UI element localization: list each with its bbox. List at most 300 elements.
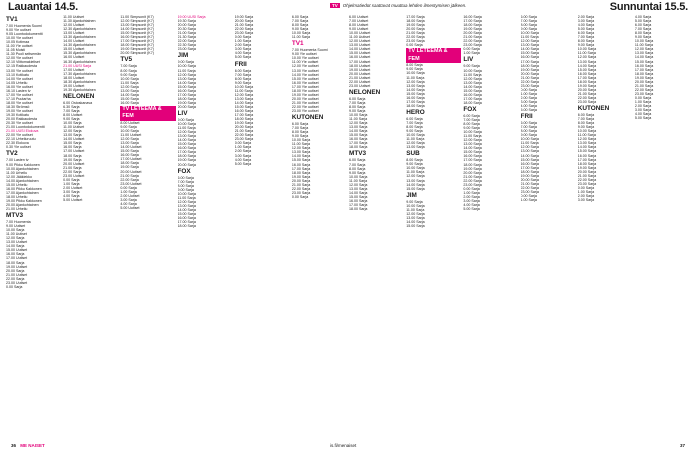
program-listing: 22.00 Sarja: [520, 79, 539, 84]
program-listing: 12.00 Sarja: [463, 138, 482, 143]
program-listing: 21.00 Sarja: [520, 75, 539, 80]
program-listing: 15.00 Sarja: [634, 59, 654, 64]
program-listing: 17.00 Sarja: [177, 220, 196, 225]
program-listing: 9.00 Sarja: [463, 64, 480, 69]
program-listing: 9.00 Sarja: [63, 117, 80, 122]
program-listing: 14.00 Uutiset: [120, 145, 142, 150]
program-listing: 9.00 Sarja: [463, 126, 480, 131]
program-listing: 10.00 Sarja: [406, 133, 425, 138]
program-listing: 18.00 Sarja: [349, 207, 368, 212]
program-listing: 19.00 Simpsonit (K7): [120, 47, 154, 52]
highlighted-program: 19.00 UUSI Sarja: [177, 15, 206, 19]
program-listing: 13.00 Uutiset: [63, 31, 85, 36]
program-listing: 23.00 Sarja: [577, 99, 597, 104]
program-listing: 11.00 Sarja: [406, 170, 425, 175]
program-listing: 12.00 Sarja: [406, 141, 425, 146]
program-listing: 20.00 Sarja: [406, 27, 425, 32]
channel-heading: TV5: [120, 56, 133, 64]
program-listing: 10.00 Sarja: [520, 137, 539, 142]
program-listing: 22.00 Sarja: [177, 39, 196, 44]
program-listing: 11.30 Ajankohtainen: [63, 19, 96, 24]
program-listing: 19.00 Sarja: [234, 121, 254, 126]
listing-column: [292, 15, 347, 441]
program-listing: 15.00 Sarja: [349, 133, 368, 138]
program-listing: 3.00 Sarja: [577, 19, 595, 24]
program-listing: 9.00 Sarja: [634, 35, 652, 40]
program-listing: 10.00 Sarja: [349, 113, 368, 118]
program-listing: 21.00 Luontodokumentti: [6, 125, 45, 130]
program-listing: 22.00 Yle uutiset: [291, 104, 319, 109]
program-listing: 18.00 Uutiset: [349, 63, 371, 68]
program-listing: 0.00 Sarja: [406, 43, 423, 48]
program-listing: 13.30 Ajankohtainen: [63, 35, 96, 40]
program-listing: 17.30 Ajankohtainen: [63, 71, 96, 76]
program-listing: 16.00 Sarja: [349, 137, 368, 142]
program-listing: 7.00 Sarja: [234, 72, 252, 77]
program-listing: 20.00 Rakkaudesta: [6, 117, 37, 122]
program-listing: 12.00 Yle uutiset: [291, 64, 319, 69]
program-listing: 22.00 Sarja: [463, 178, 482, 183]
disclaimer-text: Ohjelmatiedot saattavat muuttua lehden ilmestymisen jälkeen.: [342, 3, 467, 8]
program-listing: 23.00 Sarja: [520, 83, 539, 88]
program-listing: 21.00 Sarja: [463, 174, 482, 179]
program-listing: 9.00 Sarja: [291, 27, 309, 32]
listing-column: [235, 15, 290, 441]
program-listing: 15.00 Sarja: [520, 157, 539, 162]
program-listing: 11.00 Sarja: [577, 51, 596, 56]
program-listing: 14.00 Yle uutiset: [291, 72, 319, 77]
listing-column: [463, 15, 518, 441]
channel-heading: MTV3: [349, 150, 367, 158]
program-listing: 10.00 Sarja: [463, 130, 482, 135]
program-listing: 1.00 Sarja: [120, 189, 137, 194]
program-listing: 12.00 Simpsonit (K7): [120, 19, 154, 24]
program-listing: 0.00 Sarja: [520, 193, 537, 198]
listing-column: [349, 15, 404, 441]
program-listing: 19.00 Uutiset: [349, 67, 371, 72]
program-listing: 7.00 Sarja: [463, 117, 480, 122]
program-listing: 22.00 Sarja: [291, 186, 311, 191]
program-listing: 23.00 Uutiset: [120, 181, 142, 186]
program-listing: 0.00 Sarja: [6, 284, 23, 289]
program-listing: 8.00 Sarja: [349, 166, 366, 171]
program-listing: 17.00 Sarja: [520, 59, 539, 64]
program-listing: 1.00 Sarja: [634, 99, 652, 104]
program-listing: 2.00 Sarja: [234, 149, 252, 154]
program-listing: 9.00 Sarja: [177, 60, 194, 65]
program-listing: 8.00 Sarja: [406, 158, 423, 163]
program-listing: 11.00 Simpsonit (K7): [120, 15, 154, 19]
program-listing: 9.00 Sarja: [520, 27, 537, 32]
program-listing: 7.00 Sarja: [634, 27, 652, 32]
program-listing: 20.00 Uutiset: [120, 169, 142, 174]
program-listing: 23.00 Sarja: [634, 91, 654, 96]
program-listing: 16.00 Uutiset: [63, 55, 85, 60]
program-listing: 23.00 Yle uutiset: [291, 108, 319, 113]
listing-column: [578, 15, 633, 441]
program-listing: 20.00 Sarja: [577, 169, 597, 174]
program-listing: 2.00 Sarja: [634, 104, 652, 109]
program-listing: 17.00 Sarja: [177, 92, 196, 97]
program-listing: 21.00 Sarja: [177, 31, 196, 36]
program-listing: 16.00 Sarja: [634, 63, 654, 68]
program-listing: 11.00 Urheilu: [6, 170, 28, 175]
program-listing: 14.00 Sarja: [6, 244, 25, 249]
program-listing: 12.00 Sarja: [6, 236, 25, 241]
publication-name: ME NAISET: [20, 443, 45, 448]
listing-column: [120, 15, 175, 441]
program-listing: 17.00 Simpsonit (K7): [120, 39, 154, 44]
program-listing: 11.00 Sarja: [291, 142, 310, 147]
program-listing: 7.00 Sarja: [291, 126, 309, 131]
program-listing: 11.00 Sarja: [349, 117, 368, 122]
program-listing: 12.00 Sarja: [634, 47, 654, 52]
program-listing: 6.00 Sarja: [406, 116, 423, 121]
program-listing: 11.00 Yle uutiset: [291, 60, 319, 65]
program-listing: 5.00 Sarja: [577, 27, 595, 32]
program-listing: 9.00 Sarja: [349, 108, 366, 113]
program-listing: 8.00 Sarja: [177, 183, 194, 188]
program-listing: 18.00 Yle uutiset: [291, 88, 319, 93]
program-listing: 3.00 Sarja: [520, 99, 537, 104]
program-listing: 12.00 Yle uutiset: [6, 56, 33, 61]
program-listing: 0.00 Sarja: [234, 141, 252, 146]
program-listing: 13.00 Sarja: [406, 215, 425, 220]
channel-heading: TV LETEEMA & FEM: [406, 48, 461, 63]
program-listing: 23.00 Sarja: [177, 47, 196, 52]
program-listing: 20.00 Uutiset: [63, 161, 85, 166]
program-listing: 19.00 Sarja: [177, 158, 196, 163]
program-listing: 15.00 Sarja: [177, 84, 196, 89]
program-listing: 9.00 Uutiset: [6, 224, 26, 229]
program-listing: 9.00 Sarja: [120, 72, 137, 77]
program-listing: 15.00 Uutiset: [349, 51, 371, 56]
page-footer: [0, 442, 696, 450]
program-listing: 21.00 Sarja: [234, 129, 254, 134]
left-page-number: 36: [11, 443, 17, 448]
program-listing: 18.00 Urheilu: [6, 194, 28, 199]
program-listing: 16.00 Sarja: [177, 146, 196, 151]
program-listing: 13.00 Sarja: [234, 96, 254, 101]
channel-heading: MTV3: [6, 212, 24, 220]
listing-column: [406, 15, 461, 441]
program-listing: 10.00 Sarja: [177, 64, 196, 69]
program-listing: 10.00 Sarja: [291, 138, 311, 143]
program-listing: 13.00 Sarja: [406, 83, 425, 88]
program-listing: 20.00 Sarja: [520, 177, 539, 182]
website-url: is.fi/menaiset: [330, 443, 357, 448]
program-listing: 10.05 Kotimaa: [6, 40, 30, 45]
program-listing: 19.00 Sarja: [520, 67, 539, 72]
program-listing: 14.00 Simpsonit (K7): [120, 27, 154, 32]
channel-heading: HERO: [406, 108, 425, 116]
tv-badge: TV: [332, 3, 338, 8]
program-listing: 12.00 Sarja: [520, 145, 539, 150]
program-listing: 11.00 Sarja: [634, 43, 654, 48]
program-listing: 1.00 Sarja: [520, 91, 537, 96]
program-listing: 18.30 Strömsö: [6, 104, 30, 109]
program-listing: 14.00 Sarja: [291, 154, 311, 159]
right-day-title: Sunnuntai 15.5.: [609, 1, 688, 13]
program-listing: 7.00 Sarja: [406, 120, 423, 125]
program-listing: 15.00 Sarja: [406, 186, 425, 191]
channel-heading: JIM: [406, 191, 417, 199]
program-listing: 16.00 Uutiset: [349, 55, 371, 60]
program-listing: 15.00 Sarja: [577, 149, 597, 154]
program-listing: 15.00 Sarja: [120, 96, 139, 101]
program-listing: 15.00 Sarja: [463, 150, 482, 155]
highlighted-program: 21.00 UUSI Elokuva: [6, 129, 39, 134]
program-listing: 4.00 Sarja: [120, 201, 137, 206]
program-listing: 20.00 Sarja: [234, 125, 254, 130]
program-listing: 21.00 Urheilu: [6, 207, 28, 212]
program-listing: 20.00 Sarja: [6, 268, 25, 273]
program-listing: 16.00 Simpsonit (K7): [120, 35, 154, 40]
program-listing: 20.00 Sarja: [463, 170, 482, 175]
program-listing: 11.00 Sarja: [120, 80, 139, 85]
program-listing: 9.00 Sarja: [406, 67, 423, 72]
program-listing: 9.00 Sarja: [291, 134, 309, 139]
program-listing: 21.00 Sarja: [63, 165, 82, 170]
program-listing: 16.00 Pikku Kakkonen: [6, 186, 42, 191]
program-listing: 4.00 Sarja: [634, 112, 652, 117]
program-listing: 19.30 Kotikatu: [6, 113, 29, 118]
program-listing: 5.00 Sarja: [634, 19, 652, 24]
program-listing: 4.00 Sarja: [463, 202, 480, 207]
program-listing: 13.00 Sarja: [406, 178, 425, 183]
program-listing: 2.00 Sarja: [577, 193, 595, 198]
program-listing: 21.00 Uutiset: [6, 272, 28, 277]
program-listing: 9.00 Uutiset: [349, 27, 369, 32]
program-listing: 7.00 Sarja: [349, 100, 366, 105]
program-listing: 5.00 Uutiset: [120, 205, 140, 210]
program-listing: 10.00 Sarja: [63, 121, 82, 126]
program-listing: 9.00 Sarja: [120, 124, 137, 129]
program-listing: 5.00 Sarja: [634, 116, 652, 121]
program-listing: 22.00 Sarja: [577, 95, 597, 100]
program-listing: 16.00 Sarja: [349, 198, 368, 203]
program-listing: 9.00 Pikku Kakkonen: [6, 162, 40, 167]
program-listing: 15.00 Yle uutiset: [291, 76, 319, 81]
program-listing: 17.00 Sarja: [577, 157, 597, 162]
program-listing: 16.00 Sarja: [120, 153, 139, 158]
program-listing: 22.00 Sarja: [520, 185, 539, 190]
program-listing: 16.30 Ajankohtainen: [63, 59, 96, 64]
program-listing: 12.00 Sarja: [406, 79, 425, 84]
program-listing: 13.00 Sarja: [349, 125, 368, 130]
program-listing: 18.00 Sarja: [291, 170, 311, 175]
program-listing: 21.00 Sarja: [463, 35, 482, 40]
program-listing: 7.00 Sarja: [349, 162, 366, 167]
program-listing: 19.00 Sarja: [177, 100, 196, 105]
program-listing: 0.00 Sarja: [463, 186, 480, 191]
program-listing: 11.00 Uutiset: [63, 15, 85, 19]
program-listing: 11.00 Uutiset: [63, 125, 85, 130]
program-listing: 20.00 Yle uutiset: [291, 96, 319, 101]
program-listing: 19.00 Uutiset: [6, 264, 28, 269]
program-listing: 18.00 Sarja: [177, 224, 196, 229]
program-listing: 14.00 Uutiset: [349, 47, 371, 52]
program-listing: 8.00 Sarja: [291, 23, 309, 28]
program-listing: 11.00 Sarja: [406, 137, 425, 142]
program-listing: 6.00 Sarja: [349, 158, 366, 163]
program-listing: 9.00 Sarja: [520, 133, 537, 138]
program-listing: 12.00 Sarja: [406, 174, 425, 179]
program-listing: 9.00 Sarja: [349, 170, 366, 175]
program-listing: 10.00 Sarja: [406, 71, 425, 76]
program-listing: 10.00 Sarja: [177, 191, 196, 196]
channel-heading: TV2: [6, 150, 18, 158]
program-listing: 22.00 Sarja: [63, 169, 82, 174]
program-listing: 11.00 Sarja: [349, 178, 368, 183]
program-listing: 19.00 Sarja: [463, 166, 482, 171]
program-listing: 22.00 Uutiset: [349, 79, 371, 84]
program-listing: 10.00 Sarja: [463, 68, 482, 73]
program-listing: 7.00 Uutiset: [349, 19, 369, 24]
program-listing: 22.00 Sarja: [234, 133, 254, 138]
program-listing: 8.00 Uutiset: [349, 23, 369, 28]
program-listing: 6.00 Sarja: [291, 122, 309, 127]
program-listing: 22.00 Sarja: [406, 35, 425, 40]
program-listing: 10.00 Sarja: [234, 84, 254, 89]
program-listing: 22.00 Sarja: [6, 276, 25, 281]
channel-heading: FOX: [463, 105, 477, 113]
program-listing: 16.00 Sarja: [463, 154, 482, 159]
program-listing: 16.00 Sarja: [291, 162, 311, 167]
footer-right: [677, 443, 688, 448]
program-listing: 11.05 Muisti: [6, 48, 26, 53]
program-listing: 18.00 Sarja: [177, 96, 196, 101]
program-listing: 12.00 Sarja: [463, 76, 482, 81]
program-listing: 0.00 Sarja: [634, 95, 652, 100]
program-listing: 10.00 Sarja: [120, 76, 139, 81]
program-listing: 17.00 Sarja: [177, 150, 196, 155]
program-listing: 20.00 Sarja: [577, 87, 597, 92]
program-listing: 11.00 Sarja: [520, 35, 539, 40]
program-listing: 16.00 Sarja: [406, 95, 425, 100]
program-listing: 9.05 Luontodokumentti: [6, 32, 43, 37]
program-listing: 8.00 Sarja: [406, 63, 423, 68]
program-listing: 16.00 Sarja: [577, 153, 597, 158]
program-listing: 8.00 Sarja: [120, 68, 137, 73]
program-listing: 2.00 Sarja: [234, 43, 252, 48]
program-listing: 19.00 Sarja: [577, 165, 597, 170]
program-listing: 19.00 Sarja: [234, 15, 254, 19]
program-listing: 5.00 Sarja: [234, 161, 252, 166]
program-listing: 4.00 Sarja: [63, 193, 80, 198]
highlighted-program: 21.00 UUSI Sarja: [63, 63, 92, 68]
program-listing: 7.00 Sarja: [63, 108, 80, 113]
program-listing: 16.00 Sarja: [577, 71, 597, 76]
program-listing: 15.00 Sarja: [520, 51, 539, 56]
program-listing: 17.00 Uutiset: [120, 157, 142, 162]
program-listing: 13.00 Yle uutiset: [291, 68, 319, 73]
program-listing: 19.00 Yle uutiset: [6, 108, 33, 113]
program-listing: 12.00 Sarja: [234, 92, 254, 97]
program-listing: 20.00 Sarja: [463, 31, 482, 36]
program-listing: 6.00 Sarja: [520, 121, 537, 126]
program-listing: 7.00 Huomenta Suomi: [6, 24, 42, 28]
program-listing: 20.30 Yle uutiset: [6, 121, 33, 126]
program-listing: 14.00 Uutiset: [63, 39, 85, 44]
program-listing: 12.00 Sarja: [120, 137, 139, 142]
program-listing: 8.00 Sarja: [234, 76, 252, 81]
program-listing: 19.00 Sarja: [634, 75, 654, 80]
program-listing: 14.00 Ajankohtainen: [6, 178, 39, 183]
program-listing: 15.00 Sarja: [406, 223, 425, 228]
program-listing: 14.00 Sarja: [349, 129, 368, 134]
program-listing: 4.00 Sarja: [234, 157, 252, 162]
footer-left: [8, 443, 45, 448]
program-listing: 18.00 Sarja: [577, 161, 597, 166]
program-listing: 18.00 Simpsonit (K7): [120, 43, 154, 48]
channel-heading: KUTONEN: [577, 105, 610, 113]
program-listing: 9.00 Sarja: [234, 80, 252, 85]
program-listing: 14.00 Sarja: [577, 145, 597, 150]
program-listing: 18.00 Sarja: [577, 79, 597, 84]
program-listing: 20.00 Simpsonit (K7): [120, 51, 154, 56]
program-listing: 4.00 Sarja: [520, 104, 537, 109]
left-day-title: Lauantai 14.5.: [8, 1, 78, 13]
program-listing: 7.00 Sarja: [177, 179, 194, 184]
program-listing: 10.00 Sarja: [406, 166, 425, 171]
program-listing: 12.10 Viittomakieliset: [6, 60, 40, 65]
program-listing: 13.00 Sarja: [577, 141, 597, 146]
program-listing: 7.00 Huomenta: [6, 220, 31, 225]
program-listing: 0.30 Yle uutiset: [6, 145, 31, 150]
program-listing: 23.00 Sarja: [406, 39, 425, 44]
program-listing: 21.00 Yle uutiset: [291, 100, 319, 105]
program-listing: 18.00 Sarja: [349, 145, 368, 150]
program-listing: 20.00 Sarja: [234, 19, 254, 24]
program-listing: 16.10 Lasten tv: [6, 88, 31, 93]
program-listing: 17.00 Sarja: [520, 165, 539, 170]
program-listing: 2.00 Sarja: [577, 15, 595, 19]
program-listing: 17.10 Puutarha: [6, 96, 31, 101]
program-listing: 17.00 Sarja: [577, 75, 597, 80]
program-listing: 18.30 Ajankohtainen: [63, 79, 96, 84]
program-listing: 4.00 Sarja: [577, 23, 595, 28]
program-listing: 10.00 Sarja: [577, 47, 597, 52]
program-listing: 19.00 Yle uutiset: [291, 92, 319, 97]
program-listing: 12.00 Sarja: [63, 129, 82, 134]
program-listing: 10.00 Sarja: [177, 122, 196, 127]
listings-columns: [6, 15, 690, 441]
program-listing: 5.00 Sarja: [463, 207, 480, 212]
program-listing: 12.00 Uutiset: [63, 23, 85, 28]
program-listing: 22.00 Sarja: [463, 39, 482, 44]
channel-heading: LIV: [177, 109, 188, 117]
program-listing: 12.00 Sarja: [577, 137, 597, 142]
program-listing: 13.00 Sarja: [577, 59, 597, 64]
program-listing: 17.00 Sarja: [406, 15, 425, 19]
program-listing: 8.00 Sarja: [463, 122, 480, 127]
page-header: [0, 0, 696, 14]
program-listing: 6.00 Sarja: [177, 175, 194, 180]
program-listing: 21.00 Sarja: [120, 173, 139, 178]
listing-column: [521, 15, 576, 441]
program-listing: 2.00 Sarja: [463, 194, 480, 199]
program-listing: 10.00 Yle uutiset: [6, 36, 33, 41]
program-listing: 22.00 Sarja: [120, 177, 139, 182]
program-listing: 10.00 Sarja: [291, 31, 311, 36]
program-listing: 14.00 Sarja: [463, 146, 482, 151]
program-listing: 13.00 Sarja: [177, 76, 196, 81]
program-listing: 15.00 Sarja: [406, 91, 425, 96]
program-listing: 11.00 Sarja: [520, 141, 539, 146]
program-listing: 18.00 Sarja: [520, 63, 539, 68]
program-listing: 15.00 Sarja: [63, 141, 82, 146]
